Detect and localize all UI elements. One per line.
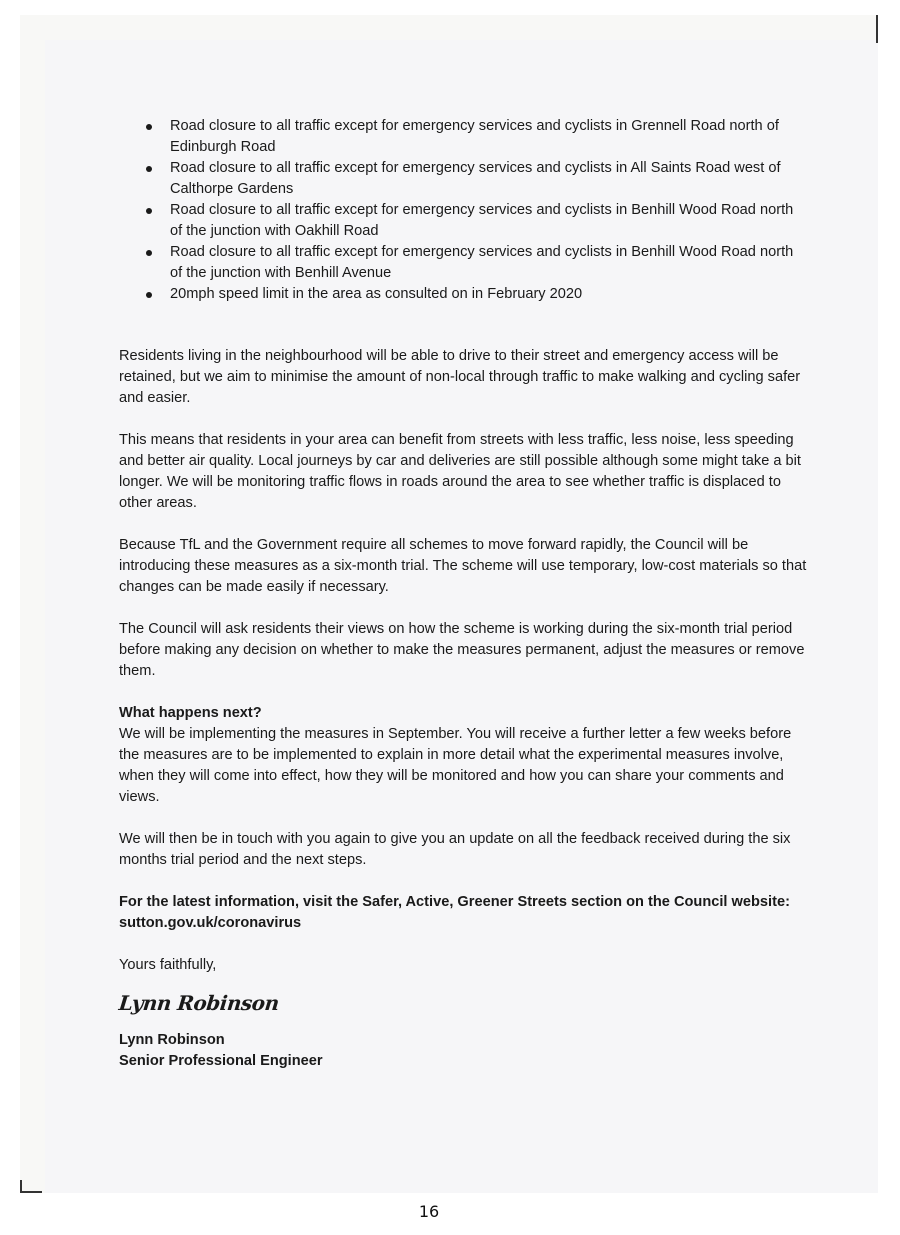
- spacer: [119, 682, 809, 703]
- paragraph-trial: Because TfL and the Government require all schemes to move forward rapidly, the Council will be introducing these measures as a six-month trial. The scheme will use temporary, low-cost materials so that changes can be made easily if necessary.: [119, 537, 807, 595]
- spacer: [119, 934, 809, 955]
- spacer: [119, 305, 809, 346]
- list-item: [119, 242, 809, 284]
- list-item-text: Road closure to all traffic except for emergency services and cyclists in All Saints Road west of Calthorpe Gardens: [170, 160, 781, 197]
- signatory-name: Lynn Robinson: [119, 1032, 225, 1048]
- closing: Yours faithfully,: [119, 957, 217, 973]
- bullet-icon: [146, 208, 152, 214]
- measures-list: [119, 116, 809, 305]
- list-item-text: Road closure to all traffic except for emergency services and cyclists in Benhill Wood Road north of the junction with Oakhill Road: [170, 202, 794, 239]
- signature: Lynn Robinson: [117, 991, 281, 1015]
- bullet-icon: [146, 166, 152, 172]
- list-item: [119, 158, 809, 200]
- spacer: [119, 514, 809, 535]
- next-steps-heading: What happens next?: [119, 705, 262, 721]
- list-item: [119, 200, 809, 242]
- spacer: [119, 808, 809, 829]
- spacer: [119, 409, 809, 430]
- paragraph-benefits: This means that residents in your area can benefit from streets with less traffic, less noise, less speeding and better air quality. Local journeys by car and deliveries are still possible although some might take a bit longer. We will be monitoring traffic flows in roads around the area to see whether traffic is displaced to other areas.: [119, 432, 801, 511]
- page-number: 16: [418, 1202, 440, 1221]
- info-line: For the latest information, visit the Safer, Active, Greener Streets section on the Council website: sutton.gov.uk/coronavirus: [119, 894, 790, 931]
- list-item-text: 20mph speed limit in the area as consulted on in February 2020: [170, 286, 583, 302]
- spacer: [119, 871, 809, 892]
- paragraph-update: We will then be in touch with you again to give you an update on all the feedback received during the six months trial period and the next steps.: [119, 831, 791, 868]
- paragraph-next-steps: We will be implementing the measures in September. You will receive a further letter a few weeks before the measures are to be implemented to explain in more detail what the experimental measures involve, when they will come into effect, how they will be monitored and how you can share your comments and views.: [119, 726, 792, 805]
- list-item: [119, 116, 809, 158]
- bullet-icon: [146, 124, 152, 130]
- bullet-icon: [146, 292, 152, 298]
- list-item-text: Road closure to all traffic except for emergency services and cyclists in Benhill Wood Road north of the junction with Benhill Avenue: [170, 244, 794, 281]
- spacer: [119, 598, 809, 619]
- letter-body: [119, 116, 809, 1072]
- paragraph-residents: Residents living in the neighbourhood will be able to drive to their street and emergency access will be retained, but we aim to minimise the amount of non-local through traffic to make walking and cycling safer and easier.: [119, 348, 801, 406]
- paragraph-views: The Council will ask residents their views on how the scheme is working during the six-month trial period before making any decision on whether to make the measures permanent, adjust the measures or remove them.: [119, 621, 805, 679]
- bullet-icon: [146, 250, 152, 256]
- signatory-title: Senior Professional Engineer: [119, 1053, 323, 1069]
- list-item-text: Road closure to all traffic except for emergency services and cyclists in Grennell Road north of Edinburgh Road: [170, 118, 779, 155]
- scan-edge-mark: [20, 1191, 42, 1193]
- list-item: [119, 284, 809, 305]
- scan-edge-mark: [876, 15, 878, 43]
